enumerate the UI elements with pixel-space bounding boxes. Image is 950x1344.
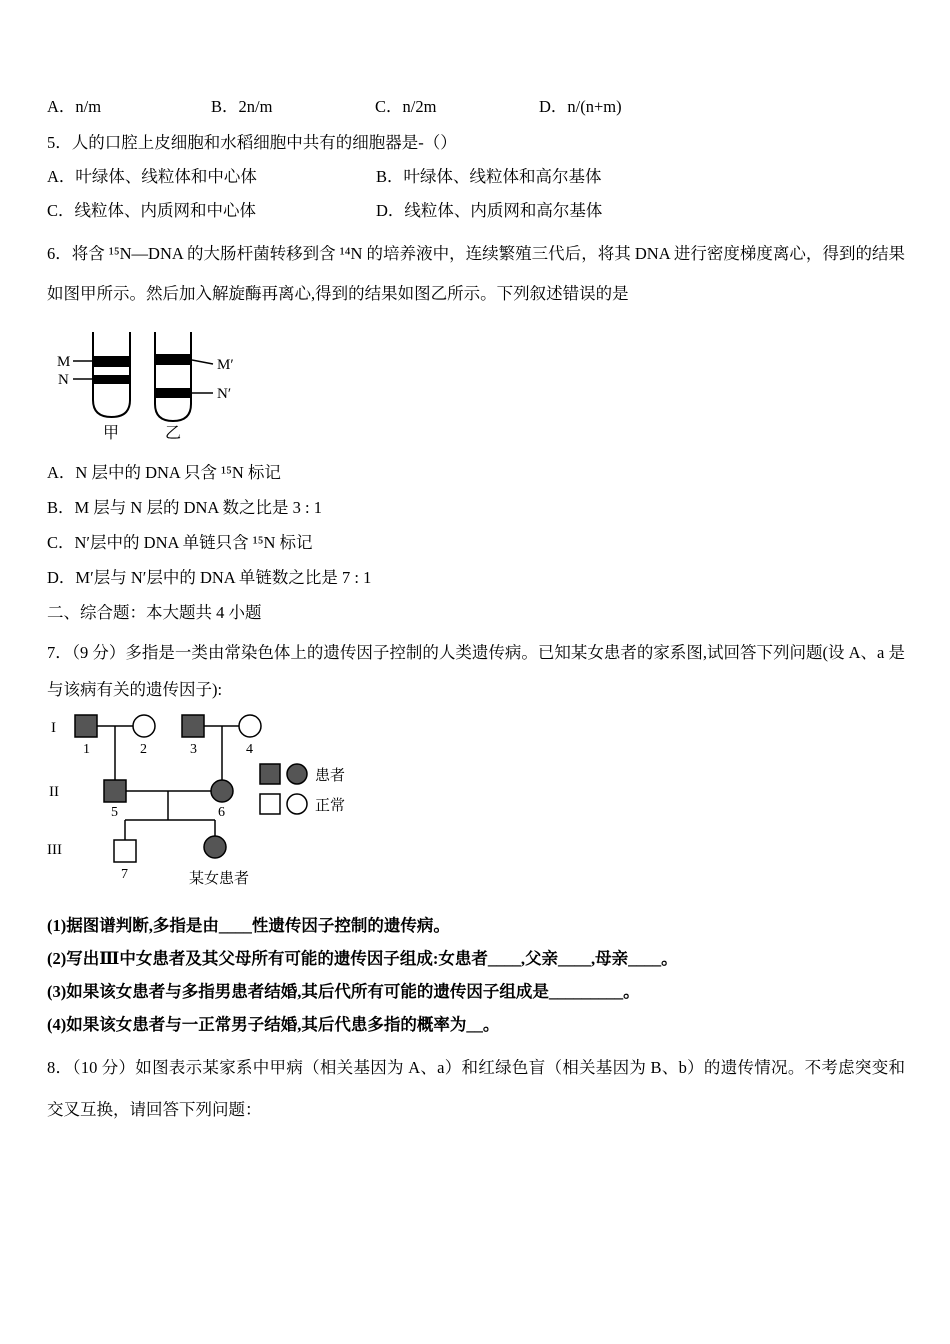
q7-sub-question-1: (1)据图谱判断,多指是由____性遗传因子控制的遗传病。	[47, 916, 450, 935]
pedigree-individual-3-affected-male	[182, 715, 204, 737]
prev-option-b: B．2n/m	[211, 97, 273, 116]
q5-option-d: D．线粒体、内质网和高尔基体	[376, 201, 603, 220]
legend-normal-square	[260, 794, 280, 814]
q7-pedigree-figure	[47, 712, 447, 907]
band-N-prime-label: N′	[217, 386, 232, 402]
individual-6-number: 6	[218, 805, 225, 820]
pointer-M-prime	[192, 360, 213, 364]
tube-yi-outline	[155, 332, 191, 421]
question-5-options-row-1	[47, 166, 905, 188]
generation-I-label: I	[51, 720, 56, 736]
legend-affected-circle	[287, 764, 307, 784]
individual-5-number: 5	[111, 805, 118, 820]
pedigree-individual-2-normal-female	[133, 715, 155, 737]
legend-normal-circle	[287, 794, 307, 814]
q6-option-a: A．N 层中的 DNA 只含 ¹⁵N 标记	[47, 463, 281, 482]
q5-option-c: C．线粒体、内质网和中心体	[47, 201, 257, 220]
q7-sub-question-3: (3)如果该女患者与多指男患者结婚,其后代所有可能的遗传因子组成是_________。	[47, 982, 640, 1001]
prev-option-c: C．n/2m	[375, 97, 437, 116]
question-6-stem: 6．将含 ¹⁵N—DNA 的大肠杆菌转移到含 ¹⁴N 的培养液中，连续繁殖三代后，将其 DNA 进行密度梯度离心，得到的结果如图甲所示。然后加入解旋酶再离心,得到的结果如图乙所示。下列叙述错误的是	[47, 244, 905, 303]
pedigree-individual-7-normal-male	[114, 840, 136, 862]
question-5-stem: 5．人的口腔上皮细胞和水稻细胞中共有的细胞器是-（）	[47, 133, 457, 152]
band-M	[94, 356, 129, 367]
tube-yi-label: 乙	[165, 425, 182, 442]
q5-option-a: A．叶绿体、线粒体和中心体	[47, 167, 257, 186]
individual-1-number: 1	[83, 742, 90, 757]
prev-option-d: D．n/(n+m)	[539, 97, 622, 116]
q7-sub-question-4: (4)如果该女患者与一正常男子结婚,其后代患多指的概率为__。	[47, 1015, 500, 1034]
individual-7-number: 7	[121, 867, 128, 882]
pedigree-individual-6-affected-female	[211, 780, 233, 802]
q7-sub-question-2: (2)写出Ⅲ中女患者及其父母所有可能的遗传因子组成:女患者____,父亲____,母亲____。	[47, 949, 678, 968]
pedigree-proband-affected-female	[204, 836, 226, 858]
q6-option-b: B．M 层与 N 层的 DNA 数之比是 3 : 1	[47, 498, 323, 517]
prev-option-a: A．n/m	[47, 97, 102, 116]
band-M-label: M	[57, 354, 71, 370]
pedigree-individual-5-affected-male	[104, 780, 126, 802]
section-2-header: 二、综合题：本大题共 4 小题	[47, 603, 262, 622]
band-N	[94, 375, 129, 384]
q6-option-d: D．M′层与 N′层中的 DNA 单链数之比是 7 : 1	[47, 568, 372, 587]
tube-jia-outline	[93, 332, 130, 417]
question-8-stem: 8．（10 分）如图表示某家系中甲病（相关基因为 A、a）和红绿色盲（相关基因为 B、b）的遗传情况。不考虑突变和交叉互换，请回答下列问题：	[47, 1058, 905, 1119]
legend-affected-label: 患者	[315, 768, 346, 784]
generation-II-label: II	[49, 784, 59, 800]
tube-jia-label: 甲	[103, 425, 120, 442]
individual-3-number: 3	[190, 742, 197, 757]
pedigree-individual-4-normal-female	[239, 715, 261, 737]
question-7-stem: 7．（9 分）多指是一类由常染色体上的遗传因子控制的人类遗传病。已知某女患者的家系图,试回答下列问题(设 A、a 是与该病有关的遗传因子):	[47, 643, 905, 699]
band-M-prime-label: M′	[217, 357, 234, 373]
question-5-options-row-2	[47, 200, 905, 222]
band-N-prime	[156, 388, 190, 398]
legend-normal-label: 正常	[315, 798, 346, 814]
proband-label: 某女患者	[188, 871, 250, 887]
q5-option-b: B．叶绿体、线粒体和高尔基体	[376, 167, 602, 186]
q6-centrifuge-tubes-figure	[55, 330, 305, 442]
pedigree-individual-1-affected-male	[75, 715, 97, 737]
generation-III-label: III	[47, 842, 62, 858]
band-M-prime	[156, 354, 190, 365]
band-N-label: N	[58, 372, 69, 388]
individual-2-number: 2	[140, 742, 147, 757]
individual-4-number: 4	[246, 742, 253, 757]
prev-question-options-row	[47, 96, 905, 118]
legend-affected-square	[260, 764, 280, 784]
q6-option-c: C．N′层中的 DNA 单链只含 ¹⁵N 标记	[47, 533, 313, 552]
